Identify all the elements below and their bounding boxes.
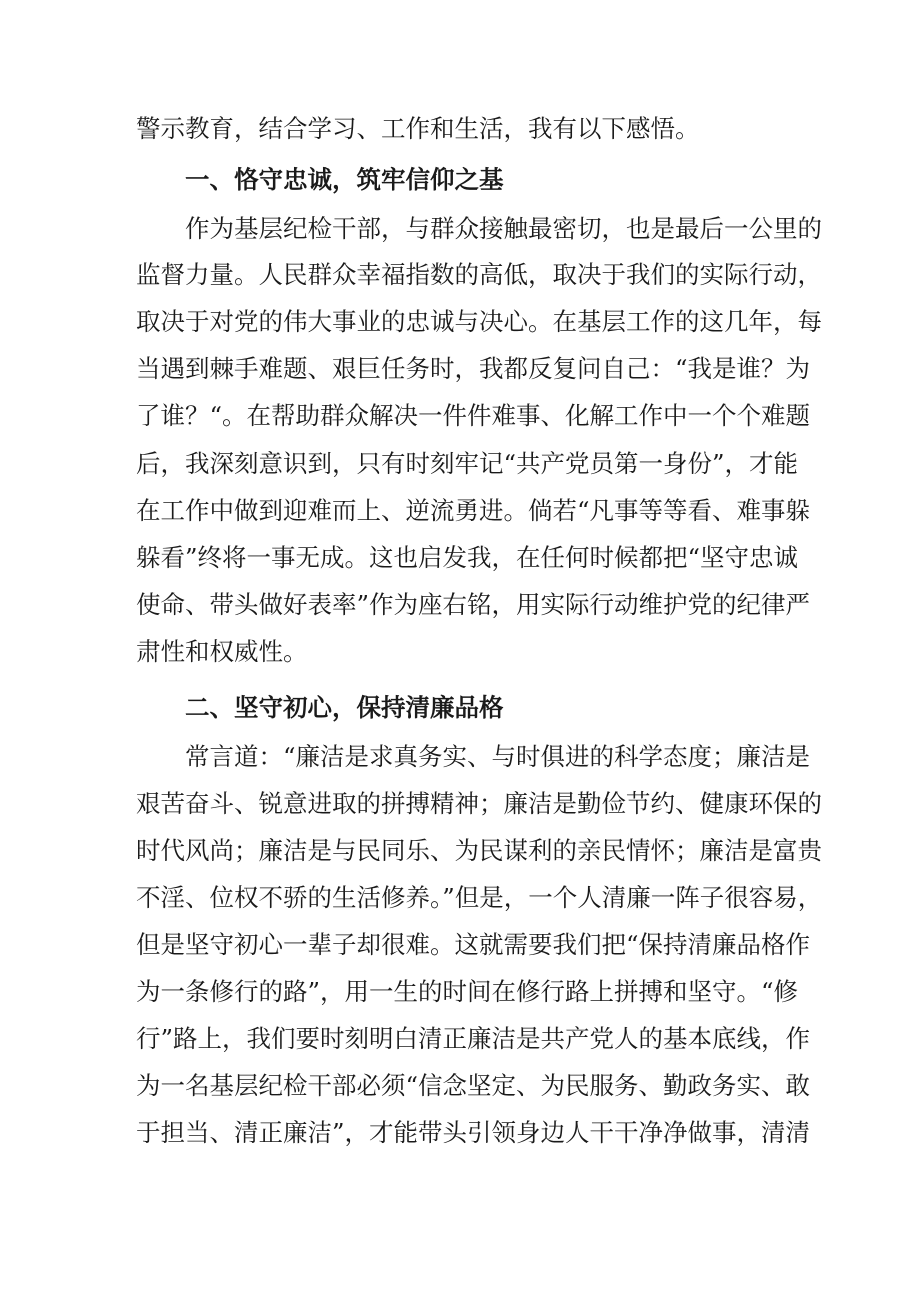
paragraph-line: 警示教育，结合学习、工作和生活，我有以下感悟。	[136, 114, 700, 143]
paragraph-line: 作为基层纪检干部，与群众接触最密切，也是最后一公里的	[185, 214, 822, 243]
paragraph-line: 为一条修行的路”，用一生的时间在修行路上拼搏和坚守。“修	[136, 977, 799, 1006]
paragraph-line: 于担当、清正廉洁”，才能带头引领身边人干干净净做事，清清	[136, 1118, 811, 1147]
paragraph-line: 躲看”终将一事无成。这也启发我，在任何时候都把“坚守忠诚	[136, 543, 799, 572]
paragraph-line: 但是坚守初心一辈子却很难。这就需要我们把“保持清廉品格作	[136, 930, 811, 959]
paragraph-line: 行”路上，我们要时刻明白清正廉洁是共产党人的基本底线，作	[136, 1024, 811, 1053]
paragraph-line: 了谁？“。在帮助群众解决一件件难事、化解工作中一个个难题	[136, 401, 811, 430]
paragraph-line: 后，我深刻意识到，只有时刻牢记“共产党员第一身份”，才能	[136, 449, 799, 478]
paragraph-line: 艰苦奋斗、锐意进取的拼搏精神；廉洁是勤俭节约、健康环保的	[136, 789, 822, 818]
paragraph-line: 不淫、位权不骄的生活修养。”但是，一个人清廉一阵子很容易，	[136, 883, 823, 912]
paragraph-line: 在工作中做到迎难而上、逆流勇进。倘若“凡事等等看、难事躲	[136, 496, 811, 525]
section-heading-1: 一、恪守忠诚，筑牢信仰之基	[185, 165, 504, 194]
paragraph-line: 使命、带头做好表率”作为座右铭，用实际行动维护党的纪律严	[136, 590, 811, 619]
paragraph-line: 取决于对党的伟大事业的忠诚与决心。在基层工作的这几年，每	[136, 307, 822, 336]
paragraph-line: 监督力量。人民群众幸福指数的高低，取决于我们的实际行动，	[136, 260, 822, 289]
section-heading-2: 二、坚守初心，保持清廉品格	[185, 693, 504, 722]
paragraph-line: 当遇到棘手难题、艰巨任务时，我都反复问自己：“我是谁？为	[136, 354, 811, 383]
paragraph-line: 肃性和权威性。	[136, 637, 308, 666]
paragraph-line: 常言道：“廉洁是求真务实、与时俱进的科学态度；廉洁是	[185, 742, 811, 771]
paragraph-line: 为一名基层纪检干部必须“信念坚定、为民服务、勤政务实、敢	[136, 1071, 811, 1100]
paragraph-line: 时代风尚；廉洁是与民同乐、为民谋利的亲民情怀；廉洁是富贵	[136, 836, 822, 865]
